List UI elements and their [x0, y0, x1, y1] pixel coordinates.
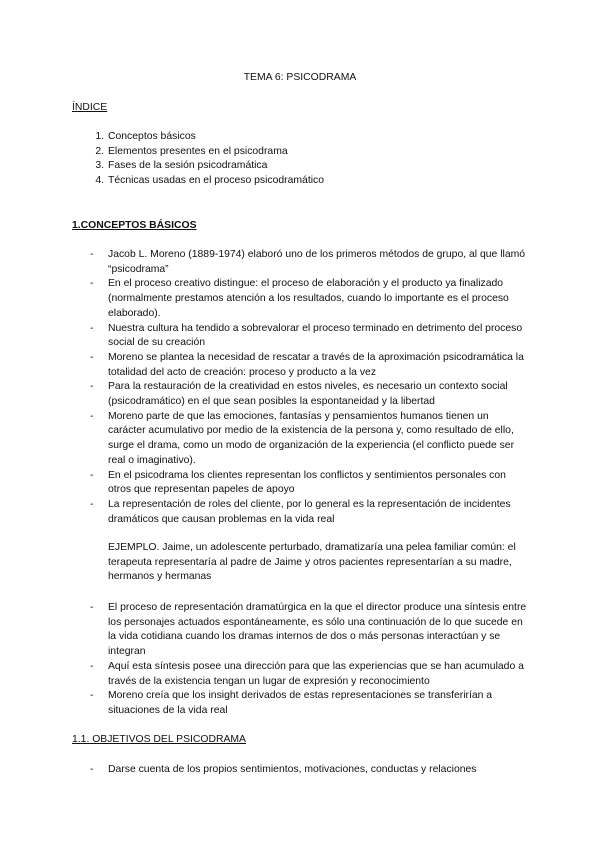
document-title: TEMA 6: PSICODRAMA [243, 72, 357, 83]
index-item: 4. Técnicas usadas en el proceso psicodramático [95, 175, 325, 187]
list-item: - La representación de roles del cliente, por lo general es la representación de incidentes dramáticos que causan problemas en la vida real [90, 498, 511, 525]
list-item: - Moreno creía que los insight derivados de estas representaciones se transferirían a situaciones de la vida real [90, 690, 493, 716]
index-item: 1. Conceptos básicos [95, 131, 196, 142]
example-paragraph: EJEMPLO. Jaime, un adolescente perturbado, dramatizaría una pelea familiar común: el terapeuta representaría al padre de Jaime y otros pacientes representarían a su madre, hermanos y hermanas [108, 542, 516, 583]
list-item: - Nuestra cultura ha tendido a sobrevalorar el proceso terminado en detrimento del proceso social de su creación [90, 322, 523, 349]
list-item: - En el psicodrama los clientes representan los conflictos y sentimientos personales con otros que representan papeles de apoyo [90, 469, 506, 496]
list-item: - El proceso de representación dramatúrgica en la que el director produce una síntesis entre los personajes actuados espontáneamente, es sólo una continuación de lo que sucede en la vida cotidiana cuando los dramas internos de dos o más personas interactúan y se integran [90, 602, 527, 658]
section-heading-objetivos: 1.1. OBJETIVOS DEL PSICODRAMA [72, 734, 246, 745]
index-heading: ÍNDICE [72, 102, 108, 113]
index-item: 3. Fases de la sesión psicodramática [95, 160, 268, 172]
list-item: - En el proceso creativo distingue: el proceso de elaboración y el producto ya finalizado (normalmente prestamos atención a los resultados, cuando lo importante es el proceso elaborado). [90, 278, 509, 319]
concepts-list-a [72, 248, 527, 527]
concepts-list-b [72, 601, 527, 719]
list-item: - Moreno se plantea la necesidad de rescatar a través de la aproximación psicodramática la totalidad del acto de creación: proceso y producto a la vez [90, 351, 524, 378]
index-item: 2. Elementos presentes en el psicodrama [95, 145, 288, 157]
list-item: - Aquí esta síntesis posee una dirección para que las experiencias que se han acumulado a través de la existencia tengan un lugar de expresión y reconocimiento [90, 660, 524, 687]
index-list [72, 130, 532, 189]
section-heading-conceptos: 1.CONCEPTOS BÁSICOS [72, 220, 197, 231]
objectives-list [72, 763, 527, 778]
list-item: - Jacob L. Moreno (1889-1974) elaboró uno de los primeros métodos de grupo, al que llamó “psicodrama” [90, 249, 526, 275]
list-item: - Darse cuenta de los propios sentimientos, motivaciones, conductas y relaciones [90, 764, 477, 775]
list-item: - Moreno parte de que las emociones, fantasías y pensamientos humanos tienen un carácter acumulativo por medio de la existencia de la persona y, como resultado de ello, surge el drama, como un modo de organización de la experiencia (el conflicto puede ser real o imaginativo). [90, 410, 515, 466]
list-item: - Para la restauración de la creatividad en estos niveles, es necesario un contexto social (psicodramático) en el que sean posibles la espontaneidad y la libertad [90, 381, 508, 408]
